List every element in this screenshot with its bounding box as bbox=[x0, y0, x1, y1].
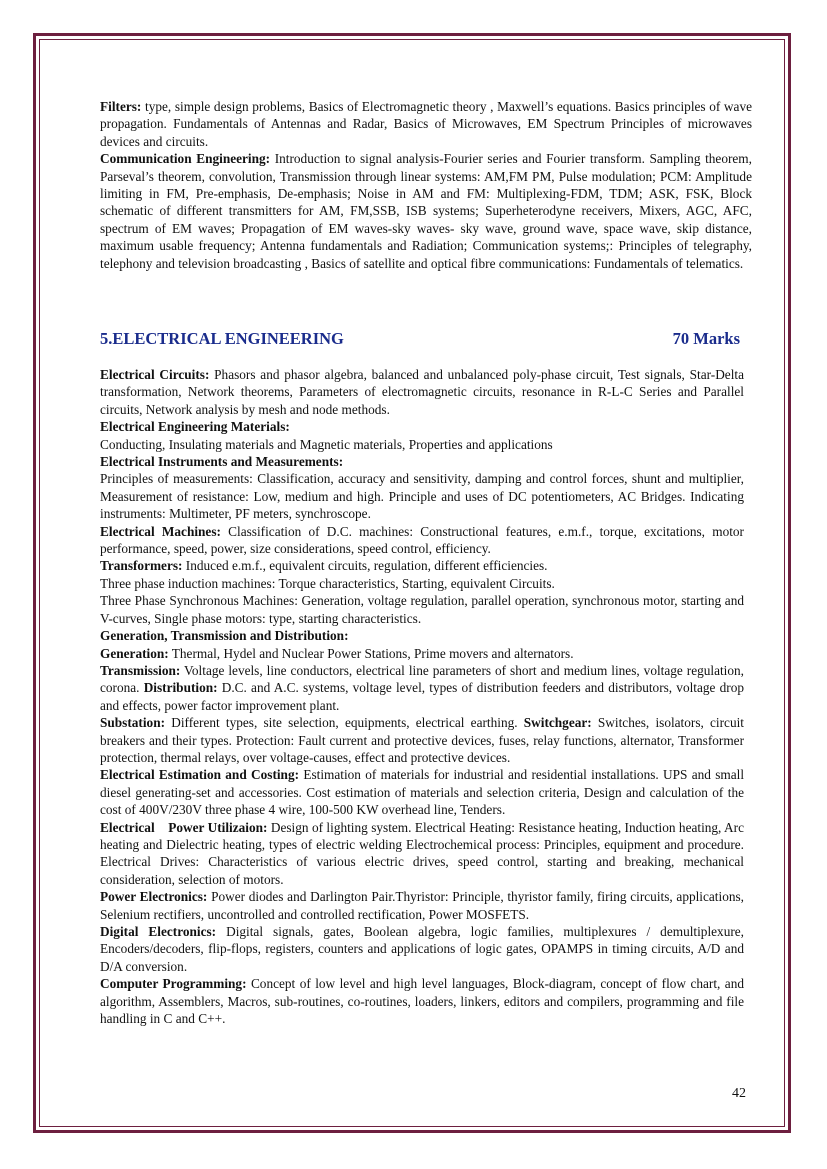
instruments-heading bbox=[100, 453, 744, 470]
gtd-label: Generation, Transmission and Distribution: bbox=[100, 628, 349, 644]
substation-paragraph bbox=[100, 714, 744, 766]
circuits-paragraph bbox=[100, 366, 744, 418]
programming-text: Concept of low level and high level languages, Block-diagram, concept of flow chart, and algorithm, Assemblers, Macros, sub-routines, co-routines, loaders, linkers, editors and compilers, programming and file handling in C and C++. bbox=[100, 976, 744, 1027]
utilization-text: Design of lighting system. Electrical Heating: Resistance heating, Induction heating, Arc heating and Dielectric heating, types of electric welding Electrochemical process: Principles, equipment and procedure. Electrical Drives: Characteristics of various electric drives, speed control, starting and breaking, mechanical consideration, selection of motors. bbox=[100, 819, 744, 887]
filters-label: Filters: bbox=[100, 99, 142, 114]
communication-text: Introduction to signal analysis-Fourier series and Fourier transform. Sampling theorem, Parseval’s theorem, convolution, Transmission through linear systems: AM,FM PM, Pulse modulation; PCM: Amplitude limiting in FM, Pre-emphasis, De-emphasis; Noise in AM and FM: Multiplexing-FDM, TDM; ASK, FSK, Block schematic of different transmitters for AM, FM,SSB, ISB systems; Superheterodyne receivers, Mixers, AGC, AFC, spectrum of EM waves; Propagation of EM waves-sky waves- sky wave, ground wave, space wave, skip distance, maximum usable frequency; Antenna fundamentals and Radiation; Communication systems;: Principles of telegraphy, telephony and television broadcasting , Basics of satellite and optical fibre communications: Fundamentals of telematics. bbox=[100, 151, 752, 271]
gtd-heading bbox=[100, 627, 744, 644]
materials-paragraph: Conducting, Insulating materials and Magnetic materials, Properties and applications bbox=[100, 436, 553, 452]
filters-text: type, simple design problems, Basics of Electromagnetic theory , Maxwell’s equations. Basics principles of wave propagation. Fundamentals of Antennas and Radar, Basics of Microwaves, EM Spectrum Principles of microwaves devices and circuits. bbox=[100, 99, 752, 149]
distribution-text: D.C. and A.C. systems, voltage level, types of distribution feeders and distributors, voltage drop and effects, power factor improvement plant. bbox=[100, 680, 745, 713]
communication-paragraph bbox=[100, 150, 752, 272]
estimation-paragraph bbox=[100, 766, 744, 818]
filters-paragraph bbox=[100, 98, 752, 150]
transformers-paragraph bbox=[100, 557, 744, 574]
digital-electronics-text: Digital signals, gates, Boolean algebra, logic families, multiplexures / demultiplexure, Encoders/decoders, flip-flops, registers, counters and applications of logic gates, OPAMPS in timing circuits, A/D and D/A conversion. bbox=[100, 924, 745, 974]
utilization-paragraph bbox=[100, 819, 744, 889]
machines-paragraph bbox=[100, 523, 744, 558]
transformers-label: Transformers: bbox=[100, 558, 183, 574]
transformers-text: Induced e.m.f., equivalent circuits, regulation, different efficiencies. bbox=[182, 558, 548, 574]
instruments-label: Electrical Instruments and Measurements: bbox=[100, 454, 344, 470]
transmission-label: Transmission: bbox=[100, 662, 181, 678]
power-electronics-text: Power diodes and Darlington Pair.Thyristor: Principle, thyristor family, firing circuits, applications, Selenium rectifiers, uncontrolled and controlled rectification, Power MOSFETS. bbox=[100, 889, 744, 922]
estimation-text: Estimation of materials for industrial and residential installations. UPS and small diesel generating-set and accessories. Cost estimation of materials and selection criteria, Design and calculation of the cost of 400V/230V three phase 4 wire, 100-500 KW overhead line, Tenders. bbox=[100, 767, 745, 818]
induction-paragraph: Three phase induction machines: Torque characteristics, Starting, equivalent Circuits. bbox=[100, 575, 555, 591]
communication-label: Communication Engineering: bbox=[100, 151, 271, 167]
programming-label: Computer Programming: bbox=[100, 976, 247, 992]
switchgear-text: Switches, isolators, circuit breakers and their types. Protection: Fault current and protective devices, fuses, relay functions, alternator, Transformer protection, thermal relays, over voltage-causes, effect and protective devices. bbox=[100, 715, 744, 765]
previous-section-content bbox=[100, 98, 752, 272]
transmission-paragraph bbox=[100, 662, 744, 714]
circuits-text: Phasors and phasor algebra, balanced and unbalanced poly-phase circuit, Test signals, Star-Delta transformation, Network theorems, Parameters of electromagnetic circuits, resonance in R-L-C Series and Parallel circuits, Network analysis by mesh and node methods. bbox=[100, 367, 744, 417]
digital-electronics-label: Digital Electronics: bbox=[100, 924, 217, 939]
distribution-label: Distribution: bbox=[143, 680, 218, 696]
utilization-label: Electrical Power Utilizaion: bbox=[100, 819, 268, 835]
generation-text: Thermal, Hydel and Nuclear Power Stations, Prime movers and alternators. bbox=[168, 645, 574, 661]
materials-label: Electrical Engineering Materials: bbox=[100, 419, 290, 435]
section-title: 5.ELECTRICAL ENGINEERING bbox=[100, 329, 344, 348]
digital-electronics-paragraph bbox=[100, 923, 744, 975]
switchgear-label: Switchgear: bbox=[523, 715, 592, 731]
synchronous-paragraph: Three Phase Synchronous Machines: Generation, voltage regulation, parallel operation, synchronous motor, starting and V-curves, Single phase motors: type, starting characteristics. bbox=[100, 593, 744, 626]
instruments-paragraph: Principles of measurements: Classification, accuracy and sensitivity, damping and control forces, shunt and multiplier, Measurement of resistance: Low, medium and high. Principle and uses of DC potentiometers, AC Bridges. Indicating instruments: Multimeter, PF meters, synchroscope. bbox=[100, 471, 744, 522]
programming-paragraph bbox=[100, 975, 744, 1027]
materials-heading bbox=[100, 418, 744, 435]
transmission-text: Voltage levels, line conductors, electrical line parameters of short and medium lines, voltage regulation, corona. bbox=[100, 662, 744, 696]
power-electronics-label: Power Electronics: bbox=[100, 889, 208, 905]
circuits-label: Electrical Circuits: bbox=[100, 367, 210, 382]
electrical-engineering-content bbox=[100, 366, 744, 1027]
power-electronics-paragraph bbox=[100, 888, 744, 923]
section-heading bbox=[100, 329, 740, 351]
estimation-label: Electrical Estimation and Costing: bbox=[100, 767, 300, 783]
machines-label: Electrical Machines: bbox=[100, 523, 221, 539]
substation-text: Different types, site selection, equipments, electrical earthing. bbox=[165, 715, 524, 731]
machines-text: Classification of D.C. machines: Constructional features, e.m.f., torque, excitations, motor performance, speed, power, size considerations, speed control, efficiency. bbox=[100, 523, 744, 557]
generation-label: Generation: bbox=[100, 645, 169, 661]
page-number: 42 bbox=[732, 1086, 746, 1101]
section-marks: 70 Marks bbox=[672, 329, 740, 348]
substation-label: Substation: bbox=[100, 715, 166, 731]
generation-paragraph bbox=[100, 645, 744, 662]
